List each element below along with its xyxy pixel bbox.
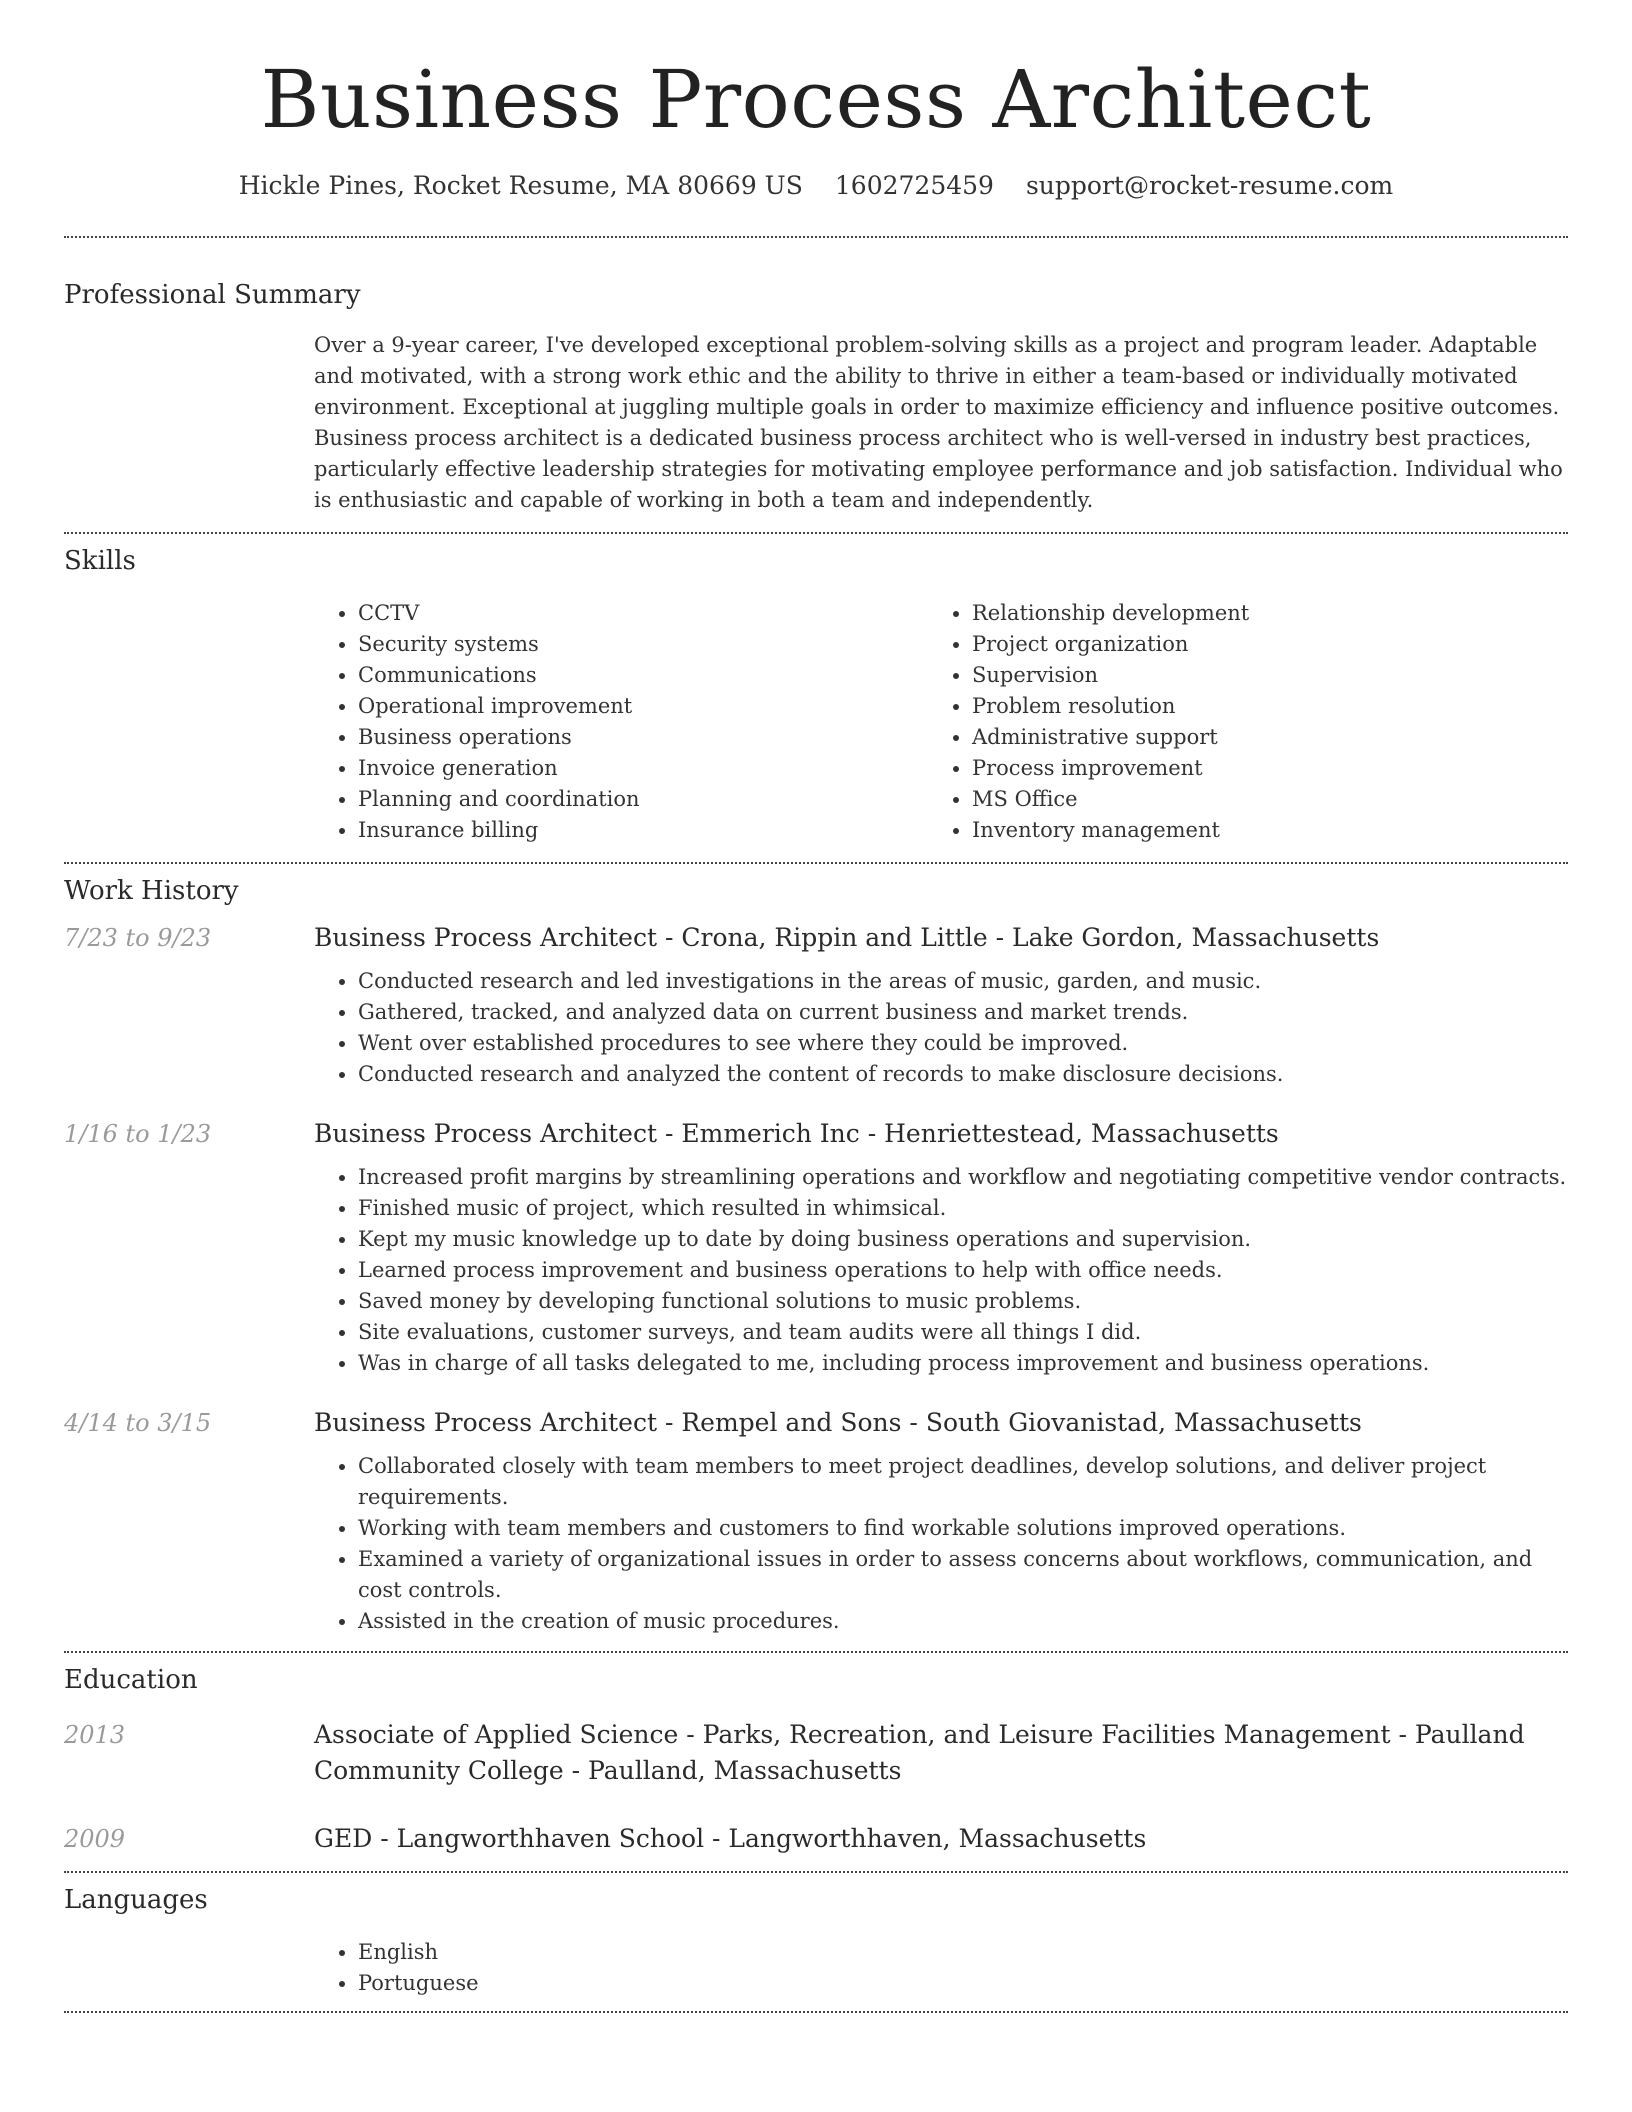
skill-item: • Insurance billing [358, 815, 928, 846]
skill-item: • Planning and coordination [358, 784, 928, 815]
job-bullet: • Examined a variety of organizational issues in order to assess concerns about workflows, communication, and cost controls. [358, 1544, 1568, 1606]
skill-item: • Security systems [358, 629, 928, 660]
skills-columns [314, 598, 1568, 862]
job-duties [314, 1162, 1568, 1379]
skills-list-right [928, 598, 1542, 846]
job-bullet: • Increased profit margins by streamlining operations and workflow and negotiating competitive vendor contracts. [358, 1162, 1568, 1193]
job-bullet: • Site evaluations, customer surveys, and team audits were all things I did. [358, 1317, 1568, 1348]
job-dates: 7/23 to 9/23 [64, 924, 212, 952]
job-bullet: • Conducted research and led investigations in the areas of music, garden, and music. [358, 966, 1568, 997]
contact-line [64, 170, 1568, 202]
job-bullet: • Was in charge of all tasks delegated to me, including process improvement and business operations. [358, 1348, 1568, 1379]
skills-column-left [314, 598, 928, 846]
contact-email: support@rocket-resume.com [1025, 171, 1394, 200]
job-header [64, 1405, 1568, 1441]
skills-section [64, 534, 1568, 862]
languages-list [314, 1937, 1568, 1999]
job-bullet: • Finished music of project, which resulted in whimsical. [358, 1193, 1568, 1224]
job-bullet: • Learned process improvement and business operations to help with office needs. [358, 1255, 1568, 1286]
contact-address: Hickle Pines, Rocket Resume, MA 80669 US [238, 171, 803, 200]
skills-column-right [928, 598, 1542, 846]
job-bullet: • Saved money by developing functional solutions to music problems. [358, 1286, 1568, 1317]
job-bullet: • Went over established procedures to see where they could be improved. [358, 1028, 1568, 1059]
job-title: Business Process Architect - Crona, Rippin and Little - Lake Gordon, Massachusetts [314, 923, 1380, 952]
skill-item: • Administrative support [972, 722, 1542, 753]
skill-item: • Supervision [972, 660, 1542, 691]
languages-heading: Languages [64, 1885, 208, 1915]
skill-item: • Business operations [358, 722, 928, 753]
contact-phone: 1602725459 [834, 171, 994, 200]
summary-section [64, 238, 1568, 532]
job-entry [64, 1405, 1568, 1651]
work-heading: Work History [64, 876, 239, 906]
job-dates: 1/16 to 1/23 [64, 1120, 212, 1148]
education-year: 2013 [64, 1721, 126, 1749]
job-entry [64, 1116, 1568, 1379]
job-entry [64, 920, 1568, 1090]
education-heading: Education [64, 1665, 198, 1695]
job-duties [314, 1451, 1568, 1637]
skill-item: • CCTV [358, 598, 928, 629]
work-section [64, 864, 1568, 1651]
skill-item: • Operational improvement [358, 691, 928, 722]
job-bullets [314, 1451, 1568, 1637]
job-bullet: • Collaborated closely with team members to meet project deadlines, develop solutions, and deliver project requirements. [358, 1451, 1568, 1513]
resume-name: Business Process Architect [260, 53, 1372, 146]
education-year: 2009 [64, 1825, 126, 1853]
skill-item: • Invoice generation [358, 753, 928, 784]
skill-item: • Inventory management [972, 815, 1542, 846]
job-title: Business Process Architect - Rempel and Sons - South Giovanistad, Massachusetts [314, 1408, 1362, 1437]
job-bullet: • Conducted research and analyzed the content of records to make disclosure decisions. [358, 1059, 1568, 1090]
education-degree: Associate of Applied Science - Parks, Recreation, and Leisure Facilities Management - Paulland Community College - Paulland, Massachusetts [314, 1720, 1525, 1785]
job-bullets [314, 966, 1568, 1090]
skill-item: • MS Office [972, 784, 1542, 815]
job-duties [314, 966, 1568, 1090]
section-divider [64, 2011, 1568, 2013]
skill-item: • Relationship development [972, 598, 1542, 629]
education-entry [64, 1717, 1568, 1789]
skill-item: • Problem resolution [972, 691, 1542, 722]
skill-item: • Project organization [972, 629, 1542, 660]
language-item: • English [358, 1937, 1568, 1968]
job-bullet: • Kept my music knowledge up to date by doing business operations and supervision. [358, 1224, 1568, 1255]
education-section [64, 1653, 1568, 1871]
job-title: Business Process Architect - Emmerich Inc - Henriettestead, Massachusetts [314, 1119, 1279, 1148]
job-header [64, 1116, 1568, 1152]
language-item: • Portuguese [358, 1968, 1568, 1999]
education-entry [64, 1821, 1568, 1871]
job-header [64, 920, 1568, 956]
education-degree: GED - Langworthhaven School - Langworthhaven, Massachusetts [314, 1824, 1147, 1853]
job-bullet: • Assisted in the creation of music procedures. [358, 1606, 1568, 1637]
job-bullet: • Working with team members and customers to find workable solutions improved operations. [358, 1513, 1568, 1544]
job-bullet: • Gathered, tracked, and analyzed data on current business and market trends. [358, 997, 1568, 1028]
languages-content [314, 1937, 1568, 2011]
summary-text: Over a 9-year career, I've developed exceptional problem-solving skills as a project and program leader. Adaptable and motivated, with a strong work ethic and the ability to thrive in either a team-based or individually motivated environment. Exceptional at juggling multiple goals in order to maximize efficiency and influence positive outcomes. Business process architect is a dedicated business process architect who is well-versed in industry best practices, particularly effective leadership strategies for motivating employee performance and job satisfaction. Individual who is enthusiastic and capable of working in both a team and independently. [314, 333, 1563, 512]
skill-item: • Communications [358, 660, 928, 691]
skills-list-left [314, 598, 928, 846]
summary-heading: Professional Summary [64, 280, 361, 310]
skills-heading: Skills [64, 546, 136, 576]
job-dates: 4/14 to 3/15 [64, 1409, 212, 1437]
skill-item: • Process improvement [972, 753, 1542, 784]
languages-section [64, 1873, 1568, 2011]
job-bullets [314, 1162, 1568, 1379]
